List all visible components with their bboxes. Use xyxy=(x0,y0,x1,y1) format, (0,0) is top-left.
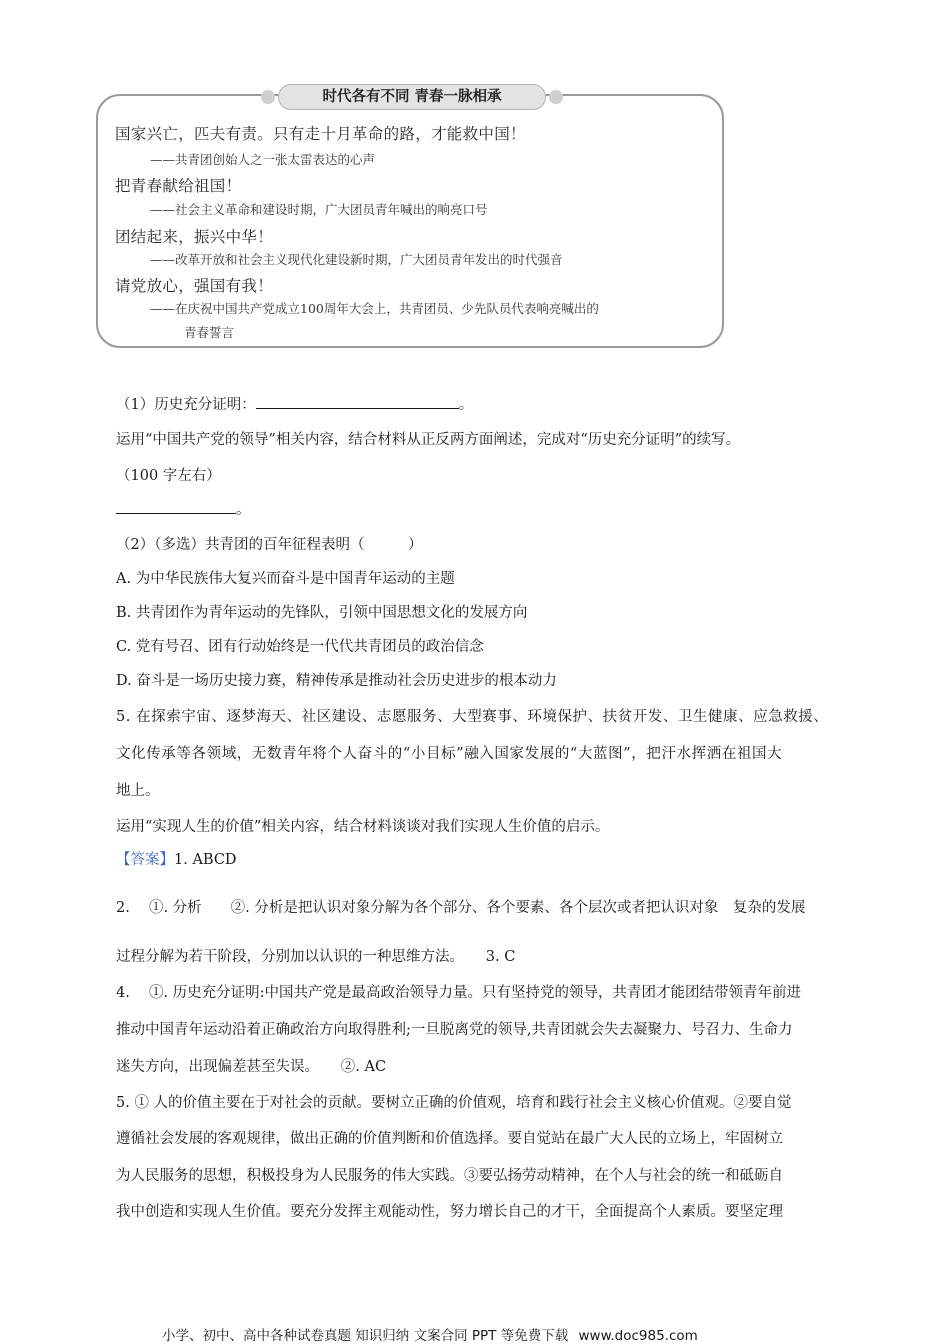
q1-wordcount: （100 字左右） xyxy=(116,468,221,484)
material-box xyxy=(96,89,724,348)
answer-blank-2[interactable] xyxy=(116,499,236,514)
footer-text: 小学、初中、高中各种试卷真题 知识归纳 文案合同 PPT 等免费下载 xyxy=(162,1328,569,1344)
answer-blank-1[interactable] xyxy=(256,394,459,409)
answer-4-line-1: 4. ①. 历史充分证明:中国共产党是最高政治领导力量。只有坚持党的领导，共青团才能团结带领青年前进 xyxy=(116,985,802,1001)
attribution-1: ——共青团创始人之一张太雷表达的心声 xyxy=(150,152,376,167)
question-1 xyxy=(116,393,473,414)
answer-1: 1. ABCD xyxy=(174,852,237,868)
quote-4: 请党放心，强国有我！ xyxy=(115,277,274,295)
answer-5-line-2: 遵循社会发展的客观规律，做出正确的价值判断和价值选择。要自觉站在最广大人民的立场上，牢固树立 xyxy=(116,1131,783,1147)
material-title: 时代各有不同 青春一脉相承 xyxy=(278,84,546,110)
option-a[interactable]: A. 为中华民族伟大复兴而奋斗是中国青年运动的主题 xyxy=(116,571,455,587)
footer-site-link[interactable]: www.doc985.com xyxy=(578,1328,698,1344)
q1-suffix: 。 xyxy=(458,397,474,413)
option-c[interactable]: C. 党有号召、团有行动始终是一代代共青团员的政治信念 xyxy=(116,639,484,655)
question-5-instruction: 运用“实现人生的价值”相关内容，结合材料谈谈对我们实现人生价值的启示。 xyxy=(116,819,610,835)
answer-header xyxy=(116,848,237,869)
question-5-line-1: 5. 在探索宇宙、逐梦海天、社区建设、志愿服务、大型赛事、环境保护、扶贫开发、卫生健康、应急救援、 xyxy=(116,709,829,725)
question-5-line-3: 地上。 xyxy=(116,783,160,799)
answer-5-line-1: 5. ① 人的价值主要在于对社会的贡献。要树立正确的价值观，培育和践行社会主义核心价值观。②要自觉 xyxy=(116,1095,792,1111)
option-d[interactable]: D. 奋斗是一场历史接力赛，精神传承是推动社会历史进步的根本动力 xyxy=(116,673,557,689)
question-5-line-2: 文化传承等各领域，无数青年将个人奋斗的“小目标”融入国家发展的“大蓝图”，把汗水挥洒在祖国大 xyxy=(116,746,783,762)
q1-prefix: （1）历史充分证明： xyxy=(116,397,256,413)
page-footer xyxy=(162,1324,704,1344)
attribution-4a: ——在庆祝中国共产党成立100周年大会上，共青团员、少先队员代表响亮喊出的 xyxy=(150,301,599,316)
answer-2-line-1: 2. ①. 分析 ②. 分析是把认识对象分解为各个部分、各个要素、各个层次或者把认识对象 复杂的发展 xyxy=(116,900,806,916)
quote-3: 团结起来，振兴中华！ xyxy=(115,228,274,246)
answer-5-line-3: 为人民服务的思想，积极投身为人民服务的伟大实践。③要弘扬劳动精神，在个人与社会的统一和砥砺自 xyxy=(116,1168,783,1184)
answer-5-line-4: 我中创造和实现人生价值。要充分发挥主观能动性，努力增长自己的才干，全面提高个人素质。要坚定理 xyxy=(116,1204,783,1220)
q1-end: 。 xyxy=(236,502,251,518)
attribution-3: ——改革开放和社会主义现代化建设新时期，广大团员青年发出的时代强音 xyxy=(150,252,563,267)
quote-1: 国家兴亡，匹夫有责。只有走十月革命的路，才能救中国！ xyxy=(115,125,526,143)
option-b[interactable]: B. 共青团作为青年运动的先锋队，引领中国思想文化的发展方向 xyxy=(116,605,528,621)
answer-2-line-2: 过程分解为若干阶段，分别加以认识的一种思维方法。 3. C xyxy=(116,949,516,965)
attribution-4b: 青春誓言 xyxy=(184,325,235,340)
q1-instruction: 运用“中国共产党的领导”相关内容，结合材料从正反两方面阐述，完成对“历史充分证明”的续写。 xyxy=(116,432,741,448)
answer-tag: 【答案】 xyxy=(116,852,174,868)
q1-answer-line xyxy=(116,498,251,519)
quote-2: 把青春献给祖国！ xyxy=(115,177,242,195)
question-2: （2）（多选）共青团的百年征程表明（ ） xyxy=(116,537,423,553)
answer-4-line-2: 推动中国青年运动沿着正确政治方向取得胜利;一旦脱离党的领导,共青团就会失去凝聚力、号召力、生命力 xyxy=(116,1022,793,1038)
answer-4-line-3: 迷失方向，出现偏差甚至失误。 ②. AC xyxy=(116,1059,387,1075)
attribution-2: ——社会主义革命和建设时期，广大团员青年喊出的响亮口号 xyxy=(150,202,488,217)
